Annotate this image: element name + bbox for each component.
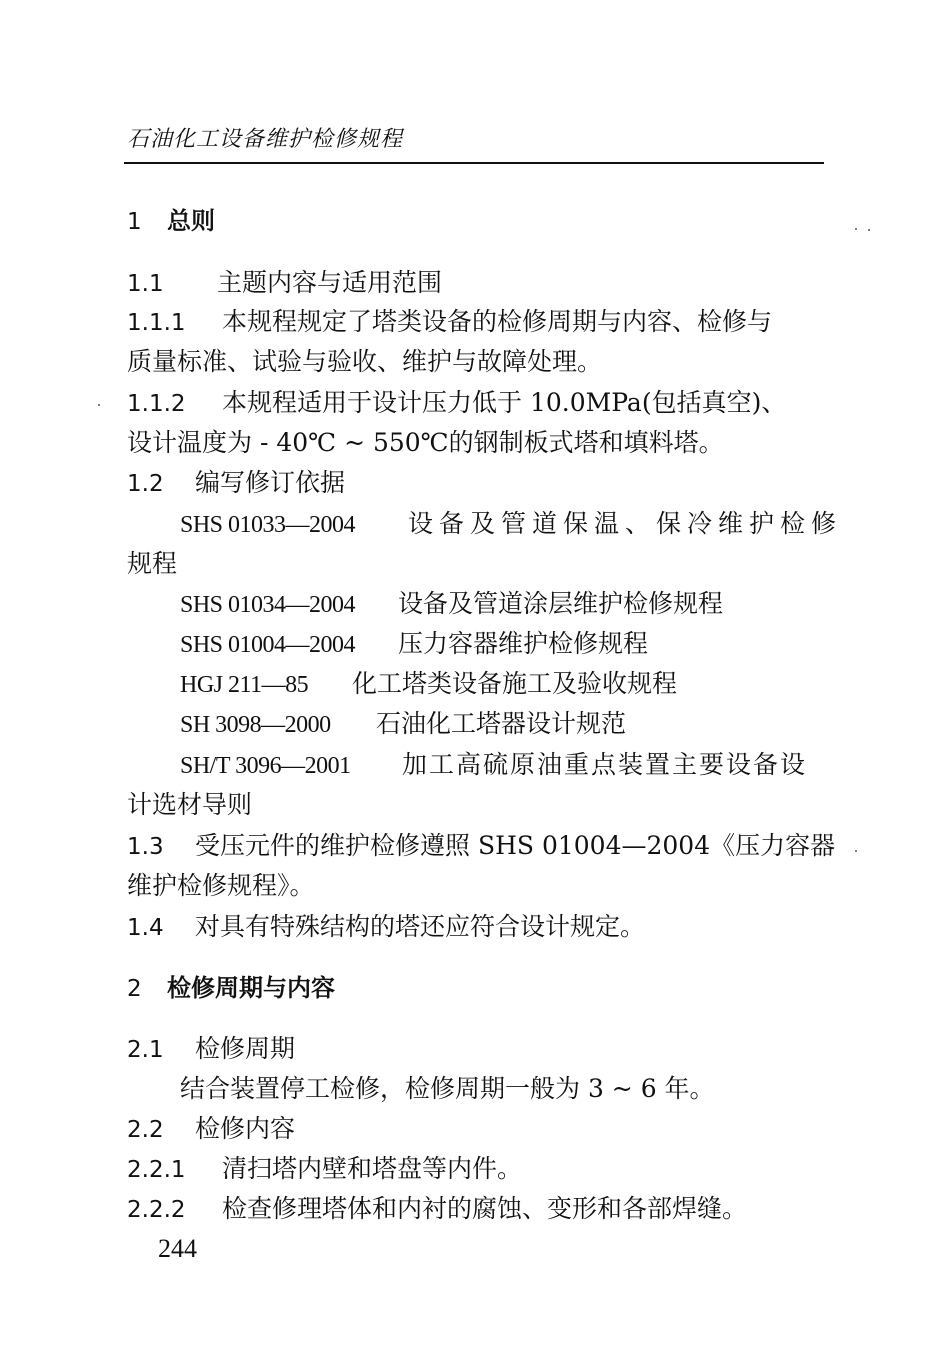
section-2-1-heading — [127, 1033, 847, 1066]
reference-title: 化工塔类设备施工及验收规程 — [352, 669, 678, 698]
running-header: 石油化工设备维护检修规程 — [127, 127, 404, 152]
reference-item-cont — [127, 548, 847, 580]
reference-code: SHS 01034—2004 — [180, 592, 356, 618]
header-rule — [124, 162, 824, 164]
page-number: 244 — [158, 1234, 197, 1263]
section-1-heading — [127, 205, 847, 238]
clause-text: 质量标准、试验与验收、维护与故障处理。 — [127, 347, 603, 376]
reference-title: 设备及管道涂层维护检修规程 — [398, 589, 724, 618]
section-number: 1.1 — [127, 271, 164, 297]
scan-speck — [868, 229, 870, 231]
paragraph-1-1-1-cont — [127, 346, 847, 378]
reference-code: SHS 01004—2004 — [180, 632, 356, 658]
section-number: 2.2 — [127, 1117, 164, 1143]
clause-text: 本规程规定了塔类设备的检修周期与内容、检修与 — [222, 307, 773, 336]
section-1-2-heading — [127, 467, 847, 500]
paragraph-2-2-1 — [127, 1153, 847, 1186]
paragraph-2-1 — [180, 1073, 900, 1105]
reference-item — [180, 708, 900, 741]
paragraph-1-3-cont — [127, 870, 847, 902]
section-title: 检修周期与内容 — [167, 974, 335, 1002]
scan-speck — [855, 228, 857, 230]
clause-number: 2.2.1 — [127, 1157, 186, 1183]
paragraph-1-4 — [127, 911, 847, 944]
reference-code: SH 3098—2000 — [180, 712, 331, 738]
reference-title: 压力容器维护检修规程 — [398, 629, 649, 658]
reference-title-cont: 计选材导则 — [127, 790, 253, 819]
reference-code: SHS 01033—2004 — [180, 512, 356, 538]
reference-item — [180, 749, 900, 782]
reference-item — [180, 668, 900, 701]
clause-text: 维护检修规程》。 — [127, 871, 315, 900]
reference-title-cont: 规程 — [127, 549, 178, 578]
reference-item — [180, 588, 900, 621]
section-1-1-heading — [127, 267, 847, 300]
section-title: 检修内容 — [195, 1114, 296, 1143]
section-2-2-heading — [127, 1113, 847, 1146]
section-number: 1.2 — [127, 471, 164, 497]
reference-title: 设备及管道保温、保冷维护检修 — [408, 509, 843, 538]
reference-code: HGJ 211—85 — [180, 672, 309, 698]
clause-number: 1.3 — [127, 834, 164, 860]
paragraph-1-1-2 — [127, 387, 847, 420]
section-number: 1 — [127, 209, 142, 235]
reference-title: 加工高硫原油重点装置主要设备设 — [402, 750, 808, 779]
clause-text: 结合装置停工检修，检修周期一般为 3 ~ 6 年。 — [180, 1074, 715, 1103]
paragraph-2-2-2 — [127, 1193, 847, 1226]
clause-number: 1.1.1 — [127, 310, 186, 336]
clause-text: 清扫塔内壁和塔盘等内件。 — [222, 1154, 523, 1183]
section-title: 总则 — [167, 207, 215, 235]
section-2-heading — [127, 972, 847, 1005]
section-title: 编写修订依据 — [195, 468, 346, 497]
clause-text: 设计温度为 - 40℃ ~ 550℃的钢制板式塔和填料塔。 — [127, 428, 724, 457]
clause-number: 1.1.2 — [127, 391, 186, 417]
section-title: 主题内容与适用范围 — [217, 268, 443, 297]
clause-text: 本规程适用于设计压力低于 10.0MPa(包括真空)、 — [222, 388, 787, 417]
paragraph-1-1-2-cont — [127, 427, 847, 459]
section-number: 2 — [127, 976, 142, 1002]
clause-number: 1.4 — [127, 915, 164, 941]
scan-speck — [98, 404, 100, 406]
clause-text: 检查修理塔体和内衬的腐蚀、变形和各部焊缝。 — [222, 1194, 748, 1223]
section-title: 检修周期 — [195, 1034, 296, 1063]
clause-number: 2.2.2 — [127, 1197, 186, 1223]
reference-title: 石油化工塔器设计规范 — [376, 709, 627, 738]
reference-item — [180, 628, 900, 661]
section-number: 2.1 — [127, 1037, 164, 1063]
reference-code: SH/T 3096—2001 — [180, 753, 351, 779]
scan-speck — [855, 850, 857, 852]
clause-text: 对具有特殊结构的塔还应符合设计规定。 — [195, 912, 646, 941]
paragraph-1-1-1 — [127, 306, 847, 339]
clause-text: 受压元件的维护检修遵照 SHS 01004—2004《压力容器 — [195, 831, 836, 860]
paragraph-1-3 — [127, 830, 847, 863]
reference-item — [180, 508, 900, 541]
reference-item-cont — [127, 789, 847, 821]
